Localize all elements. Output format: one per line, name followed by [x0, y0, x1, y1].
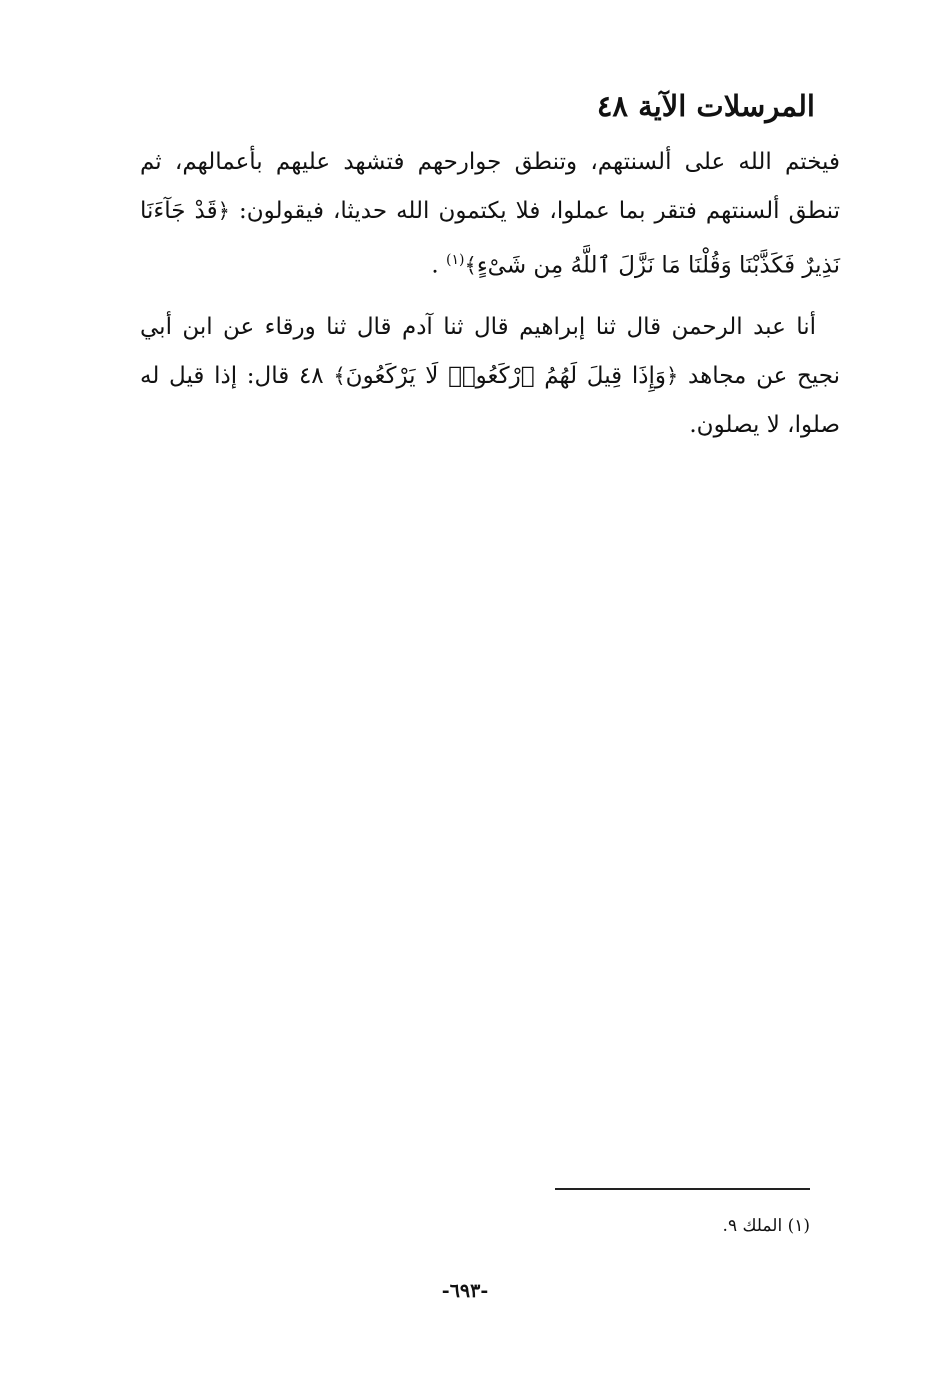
footnote-1: (١) الملك ٩.: [722, 1216, 810, 1236]
page-number: -٦٩٣-: [441, 1280, 489, 1302]
quran-open-bracket: ﴿: [665, 363, 679, 388]
footnote-separator: [555, 1188, 810, 1190]
quran-open-bracket: ﴿: [217, 199, 230, 223]
paragraph-2: [140, 303, 840, 450]
quran-quote-1: قَدْ جَآءَنَا نَذِيرٌ فَكَذَّبْنَا وَقُلْنَا مَا نَزَّلَ ٱللَّهُ مِن شَىْءٍ: [140, 198, 840, 279]
paragraph-1: [140, 138, 840, 291]
quran-quote-2: وَإِذَا قِيلَ لَهُمُ ٱرْكَعُوا۟ لَا يَرْكَعُونَ: [345, 362, 666, 389]
paragraph-2-after: ٤٨ قال: إذا قيل له صلوا، لا يصلون.: [140, 362, 840, 438]
footnote-reference-1: (١): [446, 252, 465, 268]
paragraph-1-end: .: [431, 252, 439, 279]
quran-close-bracket: ﴾: [333, 363, 346, 388]
quran-close-bracket: ﴾: [464, 253, 477, 278]
page-header-title: المرسلات الآية ٤٨: [596, 89, 815, 123]
paragraph-2-text: أنا عبد الرحمن قال ثنا إبراهيم قال ثنا آدم قال ثنا ورقاء عن ابن أبي نجيح عن مجاهد: [140, 313, 841, 389]
body-text: [140, 138, 840, 450]
paragraph-1-text: فيختم الله على ألسنتهم، وتنطق جوارحهم فتشهد عليهم بأعمالهم، ثم تنطق ألسنتهم فتقر بما عملوا، فلا يكتمون الله حديثا، فيقولون:: [140, 149, 841, 224]
